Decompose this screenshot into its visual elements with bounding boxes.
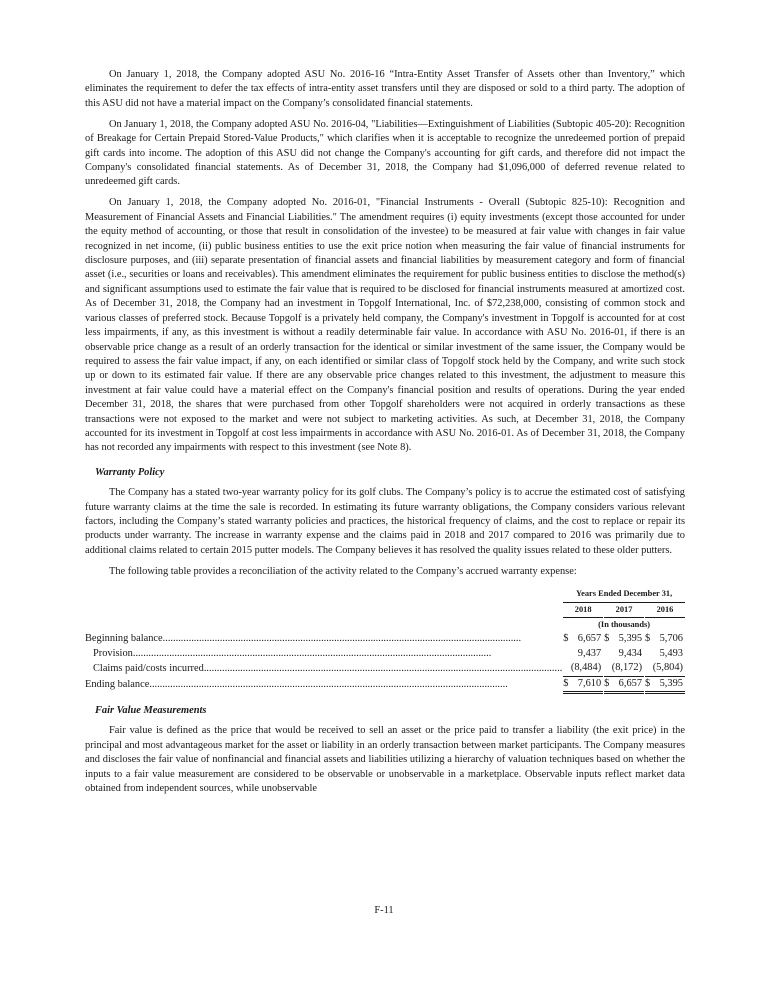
table-units-row <box>85 618 685 633</box>
paragraph-asu-2016-16: On January 1, 2018, the Company adopted ASU No. 2016-16 “Intra-Entity Asset Transfer of Assets other than Inventory,” which eliminates the requirement to defer the tax effects of intra-entity asset transfers until they are disposed or sold to a third party. The adoption of this ASU did not have a material impact on the Company’s consolidated financial statements. <box>85 69 685 109</box>
table-cell: 7,610 <box>569 676 603 692</box>
table-units: (In thousands) <box>598 620 651 629</box>
table-cell: 9,437 <box>577 647 602 659</box>
paragraph-warranty: The Company has a stated two-year warranty policy for its golf clubs. The Company’s policy is to accrue the estimated cost of satisfying future warranty claims at the time the sale is recorded. In estimating its future warranty obligations, the Company considers various relevant factors, including the Company’s stated warranty policies and practices, the historical frequency of claims, and the cost to replace or repair its products under warranty. The increase in warranty expense and the claims paid in 2018 and 2017 compared to 2016 was primarily due to additional claims related to certain 2015 putter models. The Company believes it has resolved the quality issues related to these older putters. <box>85 487 685 556</box>
warranty-table <box>85 587 685 694</box>
table-cell: 6,657 <box>610 676 644 692</box>
table-cell: (5,804) <box>651 661 685 676</box>
table-year-header: 2016 <box>645 602 685 617</box>
heading-warranty-policy: Warranty Policy <box>95 466 165 478</box>
currency-symbol: $ <box>563 633 569 645</box>
table-row-label: Ending balance.......................................................................................................................................... <box>85 679 508 691</box>
paragraph-asu-2016-04: On January 1, 2018, the Company adopted ASU No. 2016-04, "Liabilities—Extinguishment of Liabilities (Subtopic 405-20): Recognition of Breakage for Certain Prepaid Stored-Value Products," which clarifies when it is acceptable to recognize the unredeemed portion of prepaid gift cards into income. The adoption of this ASU did not change the Company's accounting for gift cards, and therefore did not impact the Company's consolidated financial statements. As of December 31, 2018, the Company had $1,096,000 of deferred revenue related to unredeemed gift cards. <box>85 118 685 188</box>
table-year-header: 2018 <box>563 602 603 617</box>
table-year-header: 2017 <box>604 602 644 617</box>
table-row <box>85 676 685 692</box>
table-cell: 5,395 <box>618 633 643 645</box>
table-period-header: Years Ended December 31, <box>563 587 685 602</box>
currency-symbol: $ <box>563 676 569 692</box>
heading-fair-value-measurements: Fair Value Measurements <box>95 705 207 717</box>
currency-symbol: $ <box>645 676 651 692</box>
table-row-label: Claims paid/costs incurred.......................................................................................................................................... <box>93 662 563 674</box>
table-row-label: Beginning balance.......................................................................................................................................... <box>85 633 522 645</box>
table-cell: (8,172) <box>610 661 644 676</box>
page-number: F-11 <box>374 905 394 916</box>
paragraph-table-intro: The following table provides a reconciliation of the activity related to the Company’s accrued warranty expense: <box>109 565 577 577</box>
table-cell: (8,484) <box>569 661 603 676</box>
table-cell: 9,434 <box>618 647 643 659</box>
table-cell: 5,395 <box>651 676 685 692</box>
currency-symbol: $ <box>604 633 610 645</box>
paragraph-asu-2016-01: On January 1, 2018, the Company adopted No. 2016-01, "Financial Instruments - Overall (Subtopic 825-10): Recognition and Measurement of Financial Assets and Financial Liabilities." The amendment requires (i) equity investments (except those accounted for under the equity method of accounting, or those that result in consolidation of the investee) to be measured at fair value with changes in fair value recognized in net income, (ii) public business entities to use the exit price notion when measuring the fair value of financial instruments for disclosure purposes, and (iii) separate presentation of financial assets and financial liabilities by measurement category and form of financial asset (i.e., securities or loans and receivables). This amendment eliminates the requirement for public business entities to disclose the method(s) and significant assumptions used to estimate the fair value that is required to be disclosed for financial instruments measured at amortized cost. As of December 31, 2018, the Company had an investment in Topgolf International, Inc. of $72,238,000, consisting of common stock and various classes of preferred stock. Because Topgolf is a privately held company, the Company's investment in Topgolf is accounted for at cost less impairments, if any, as this investment is without a readily determinable fair value. In accordance with ASU No. 2016-01, if there is an observable price change as a result of an orderly transaction for the identical or similar investment of the same issuer, the Company would be required to assess the fair value impact, if any, on each identified or similar class of Topgolf stock held by the Company, and write such stock up or down to its estimated fair value. If there are any observable price changes related to this investment, the adjustment to measure this investment at fair value could have a material effect on the Company's financial position and results of operations. During the year ended December 31, 2018, the shares that were purchased from other Topgolf shareholders were not acquired in orderly transactions as these transactions were not exposed to the market and were not subject to marketing activities. As such, at December 31, 2018, the Company accounted for its investment in Topgolf at cost less impairments in accordance with ASU No. 2016-01. As of December 31, 2018, the Company has not recorded any impairments with respect to this investment (see Note 8). <box>85 197 685 454</box>
table-row <box>85 661 685 676</box>
table-row-label: Provision.......................................................................................................................................... <box>93 647 492 659</box>
table-year-header-row <box>85 602 685 617</box>
document-page <box>85 68 685 803</box>
table-period-header-row <box>85 587 685 602</box>
table-cell: 6,657 <box>577 633 602 645</box>
table-row <box>85 632 685 646</box>
currency-symbol: $ <box>604 676 610 692</box>
table-cell: 5,706 <box>659 633 683 645</box>
table-cell: 5,493 <box>659 647 683 659</box>
paragraph-fair-value: Fair value is defined as the price that would be received to sell an asset or the price paid to transfer a liability (the exit price) in the principal and most advantageous market for the asset or liability in an orderly transaction between market participants. The Company measures and discloses the fair value of nonfinancial and financial assets and liabilities utilizing a hierarchy of valuation techniques based on whether the inputs to a fair value measurement are considered to be observable or unobservable in a marketplace. Observable inputs reflect market data obtained from independent sources, while unobservable <box>85 725 685 795</box>
table-row <box>85 647 685 661</box>
currency-symbol: $ <box>644 633 651 645</box>
